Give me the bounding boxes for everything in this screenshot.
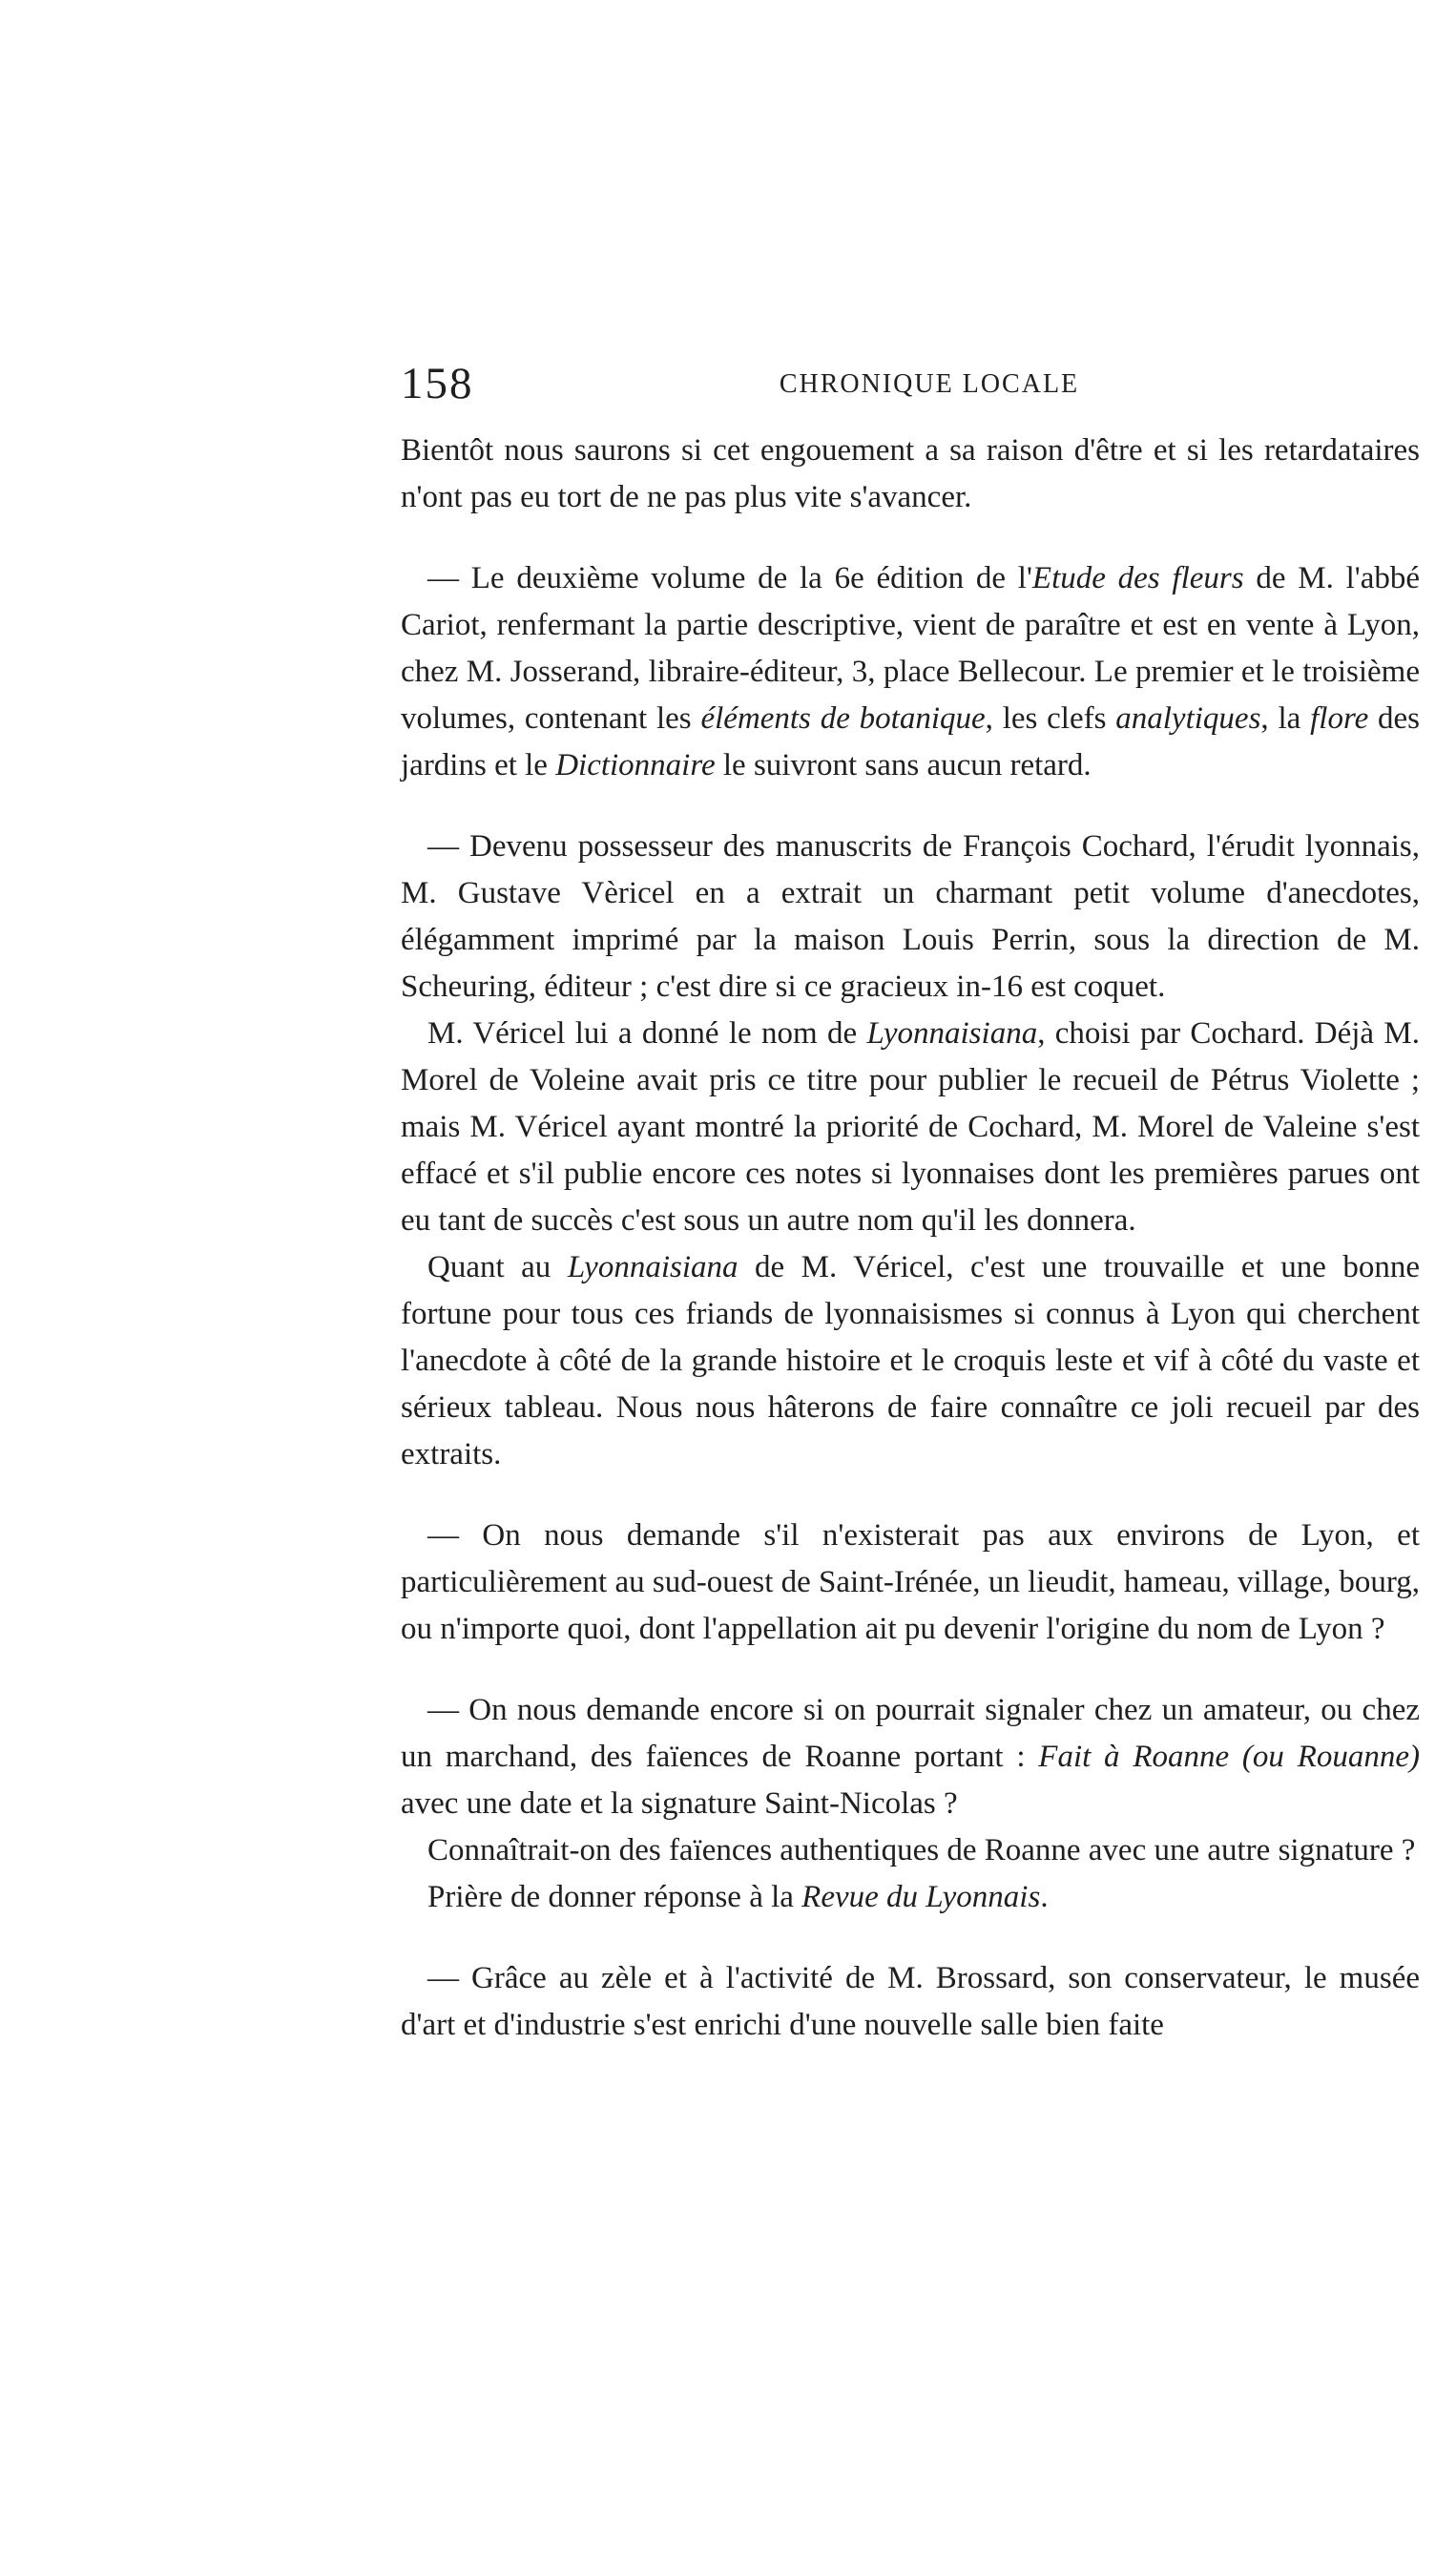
paragraph [401, 1874, 1420, 1921]
text-segment: , la [1260, 701, 1311, 736]
text-segment: de M. l'abbé Cariot, renfermant la partie descriptive, vient de paraître et est en vente à Lyon, chez M. Josserand, libraire-éditeur, 3, place Bellecour. Le premier et le troisième volumes, contenant les [401, 561, 1420, 736]
text-segment: — On nous demande s'il n'existerait pas aux environs de Lyon, et particulièrement au sud-ouest de Saint-Irénée, un lieudit, hameau, village, bourg, ou n'importe quoi, dont l'appellation ait pu devenir l'origine du nom de Lyon ? [401, 1518, 1420, 1646]
paragraph [401, 1244, 1420, 1478]
italic-text: Revue du Lyonnais [801, 1880, 1041, 1914]
italic-text: Dictionnaire [555, 748, 716, 782]
page-header [401, 355, 1420, 412]
paragraph [401, 1512, 1420, 1653]
text-segment: , choisi par Cochard. Déjà M. Morel de Voleine avait pris ce titre pour publier le recueil de Pétrus Violette ; mais M. Véricel ayant montré la priorité de Cochard, M. Morel de Valeine s'est effacé et s'il publie encore ces notes si lyonnaises dont les premières parues ont eu tant de succès c'est sous un autre nom qu'il les donnera. [401, 1016, 1420, 1238]
italic-text: analytiques [1115, 701, 1261, 736]
text-segment: de M. Véricel, c'est une trouvaille et une bonne fortune pour tous ces friands de lyonnaisismes si connus à Lyon qui cherchent l'anecdote à côté de la grande histoire et le croquis leste et vif à côté du vaste et sérieux tableau. Nous nous hâterons de faire connaître ce joli recueil par des extraits. [401, 1250, 1420, 1471]
italic-text: éléments de botanique [700, 701, 986, 736]
paragraph [401, 824, 1420, 1011]
page-number: 158 [401, 359, 474, 408]
paragraph [401, 1687, 1420, 1827]
text-segment: Quant au [427, 1250, 568, 1284]
italic-text: Fait à Roanne (ou Rouanne) [1038, 1740, 1420, 1774]
paragraph [401, 428, 1420, 521]
text-segment: — Devenu possesseur des manuscrits de François Cochard, l'érudit lyonnais, M. Gustave Vèricel en a extrait un charmant petit volume d'anecdotes, élégamment imprimé par la maison Louis Perrin, sous la direction de M. Scheuring, éditeur ; c'est dire si ce gracieux in-16 est coquet. [401, 829, 1420, 1004]
italic-text: Etude des fleurs [1031, 561, 1244, 595]
text-segment: avec une date et la signature Saint-Nicolas ? [401, 1786, 958, 1821]
text-segment: Connaîtrait-on des faïences authentiques de Roanne avec une autre signature ? [427, 1833, 1416, 1867]
running-head: CHRONIQUE LOCALE [779, 369, 1080, 399]
italic-text: flore [1310, 701, 1369, 736]
text-segment: des jardins et le [401, 701, 1421, 782]
paragraph [401, 1955, 1420, 2049]
text-segment: — Le deuxième volume de la 6e édition de l' [427, 561, 1032, 595]
text-segment: Prière de donner réponse à la [427, 1880, 802, 1914]
text-segment: M. Véricel lui a donné le nom de [427, 1016, 867, 1051]
text-segment: — On nous demande encore si on pourrait signaler chez un amateur, ou chez un marchand, des faïences de Roanne portant : [401, 1693, 1420, 1774]
text-segment: Bientôt nous saurons si cet engouement a sa raison d'être et si les retardataires n'ont pas eu tort de ne pas plus vite s'avancer. [401, 433, 1420, 514]
body-text [401, 428, 1420, 2049]
paragraph [401, 555, 1420, 789]
text-segment: , les clefs [985, 701, 1116, 736]
text-segment: — Grâce au zèle et à l'activité de M. Brossard, son conservateur, le musée d'art et d'industrie s'est enrichi d'une nouvelle salle bien faite [401, 1961, 1420, 2042]
paragraph [401, 1827, 1420, 1874]
italic-text: Lyonnaisiana [866, 1016, 1038, 1051]
text-segment: le suivront sans aucun retard. [715, 748, 1092, 782]
text-segment: . [1040, 1880, 1049, 1914]
paragraph [401, 1011, 1420, 1244]
italic-text: Lyonnaisiana [567, 1250, 738, 1284]
